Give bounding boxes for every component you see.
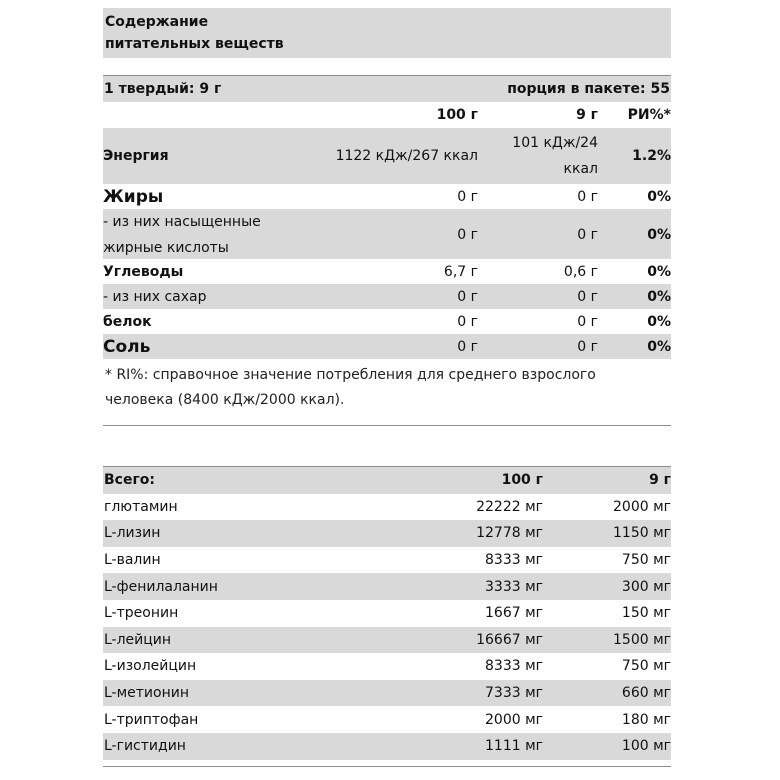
amino-row [103,733,671,760]
protein-label: белок [103,313,152,330]
fats-per-serving: 0 г [577,188,598,205]
amino-per-serving: 300 мг [621,578,671,595]
carbs-label: Углеводы [103,263,184,280]
amino-per-100g: 8333 мг [485,552,543,569]
amino-name: L-лизин [104,525,161,542]
fats-ri: 0% [647,188,671,205]
amino-per-serving: 1500 мг [613,631,671,648]
title-line-2: питательных веществ [105,36,284,52]
title-line-1: Содержание [105,14,209,30]
energy-ri: 1.2% [632,148,671,164]
row-carbs [103,259,671,284]
amino-per-100g: 16667 мг [476,631,543,648]
amino-row [103,573,671,600]
amino-name: глютамин [104,498,178,515]
row-sugar [103,284,671,309]
amino-name: L-триптофан [104,711,199,728]
footnote-line-1: * RI%: справочное значение потребления для среднего взрослого [105,367,596,383]
amino-name: L-метионин [104,685,190,702]
row-salt [103,334,671,359]
footnote-line-2: человека (8400 кДж/2000 ккал). [105,392,345,408]
salt-per-100g: 0 г [457,338,478,355]
amino-header-per-serving: 9 г [649,472,671,489]
carbs-per-serving: 0,6 г [563,263,598,280]
sugar-ri: 0% [647,288,671,305]
amino-per-serving: 180 мг [621,711,671,728]
amino-row [103,494,671,521]
amino-per-serving: 750 мг [621,552,671,569]
fats-per-100g: 0 г [457,188,478,205]
saturated-label [103,209,308,261]
energy-per-serving-line-1: 101 кДж/24 [512,135,598,151]
amino-header-total: Всего: [104,472,155,489]
nutrition-title [103,8,671,58]
amino-per-100g: 3333 мг [485,578,543,595]
carbs-ri: 0% [647,263,671,280]
amino-per-serving: 100 мг [621,738,671,755]
row-energy [103,128,671,184]
row-fats [103,184,671,209]
saturated-label-line-1: - из них насыщенные [103,214,261,230]
amino-name: L-изолейцин [104,658,197,675]
saturated-label-line-2: жирные кислоты [103,240,229,256]
servings-per-pack: порция в пакете: 55 [507,81,670,97]
amino-per-100g: 22222 мг [476,498,543,515]
amino-per-serving: 2000 мг [613,498,671,515]
sugar-per-serving: 0 г [577,288,598,305]
header-per-serving: 9 г [576,107,598,123]
divider [103,417,671,426]
amino-per-100g: 1111 мг [485,738,543,755]
amino-per-serving: 660 мг [621,685,671,702]
sugar-per-100g: 0 г [457,288,478,305]
saturated-per-serving: 0 г [577,227,598,243]
fats-label: Жиры [103,186,164,207]
amino-name: L-валин [104,552,161,569]
amino-row [103,547,671,574]
saturated-per-100g: 0 г [457,227,478,243]
energy-per-serving-line-2: ккал [563,161,598,177]
row-saturated [103,209,671,259]
amino-name: L-фенилаланин [104,578,218,595]
amino-row [103,520,671,547]
nutrition-header-row [103,102,671,128]
amino-name: L-лейцин [104,631,172,648]
amino-per-100g: 7333 мг [485,685,543,702]
amino-row [103,627,671,654]
amino-row [103,706,671,733]
amino-per-100g: 12778 мг [476,525,543,542]
carbs-per-100g: 6,7 г [443,263,478,280]
sugar-label: - из них сахар [103,288,207,305]
serving-row [103,76,671,102]
amino-per-100g: 8333 мг [485,658,543,675]
amino-table [103,466,671,767]
amino-row [103,600,671,627]
amino-per-serving: 1150 мг [613,525,671,542]
header-per-100g: 100 г [436,107,478,123]
salt-label: Соль [103,336,151,357]
amino-header-row [103,466,671,494]
amino-name: L-гистидин [104,738,186,755]
saturated-ri: 0% [647,227,671,243]
protein-per-100g: 0 г [457,313,478,330]
amino-per-serving: 750 мг [621,658,671,675]
amino-name: L-треонин [104,605,179,622]
salt-per-serving: 0 г [577,338,598,355]
amino-rows [103,494,671,760]
row-protein [103,309,671,334]
divider [103,760,671,767]
amino-per-100g: 1667 мг [485,605,543,622]
amino-row [103,653,671,680]
energy-per-100g: 1122 кДж/267 ккал [335,148,478,164]
protein-per-serving: 0 г [577,313,598,330]
divider [103,58,671,76]
footnote [103,359,671,417]
salt-ri: 0% [647,338,671,355]
amino-row [103,680,671,707]
protein-ri: 0% [647,313,671,330]
amino-per-serving: 150 мг [621,605,671,622]
amino-header-per-100g: 100 г [501,472,543,489]
energy-label: Энергия [103,148,169,164]
nutrition-table [103,8,671,426]
header-ri: РИ%* [627,107,671,123]
energy-per-serving [478,130,598,182]
serving-size: 1 твердый: 9 г [104,81,222,97]
amino-per-100g: 2000 мг [485,711,543,728]
